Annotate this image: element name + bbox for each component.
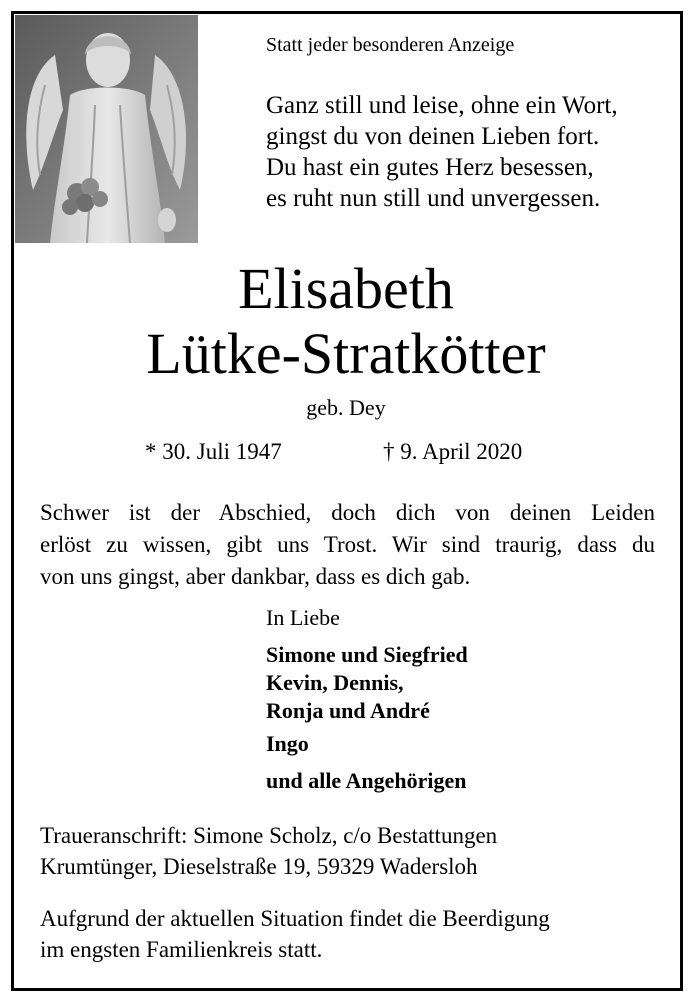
- birth-date: * 30. Juli 1947: [145, 439, 282, 464]
- address-line: Traueranschrift: Simone Scholz, c/o Bestattungen: [40, 823, 498, 848]
- deceased-first-name: Elisabeth: [238, 256, 454, 321]
- mourning-address: [40, 820, 497, 882]
- farewell-line: von uns gingst, aber dankbar, dass es dich gab.: [40, 564, 471, 589]
- poem-line: gingst du von deinen Lieben fort.: [266, 123, 600, 150]
- farewell-line: Schwer ist der Abschied, doch dich von deinen Leiden: [40, 500, 655, 525]
- family-group: [266, 641, 468, 725]
- family-member: Ingo: [266, 731, 309, 756]
- farewell-text: [40, 497, 655, 593]
- farewell-line: erlöst zu wissen, gibt uns Trost. Wir sind traurig, dass du: [40, 532, 655, 557]
- poem-line: es ruht nun still und unvergessen.: [266, 185, 601, 212]
- angel-statue-icon: [15, 15, 198, 243]
- family-line: Kevin, Dennis,: [266, 670, 404, 695]
- family-relatives: und alle Angehörigen: [266, 768, 467, 793]
- in-love-label: In Liebe: [266, 605, 340, 630]
- poem-line: Ganz still und leise, ohne ein Wort,: [266, 92, 618, 119]
- deceased-last-name: Lütke-Stratkötter: [146, 321, 546, 386]
- funeral-notice: [40, 903, 550, 965]
- poem-line: Du hast ein gutes Herz besessen,: [266, 154, 594, 181]
- notice-line: Aufgrund der aktuellen Situation findet die Beerdigung: [40, 906, 550, 931]
- family-line: Simone und Siegfried: [266, 642, 468, 667]
- family-line: Ronja und André: [266, 698, 430, 723]
- header-note: Statt jeder besonderen Anzeige: [266, 34, 515, 56]
- death-date: † 9. April 2020: [383, 439, 523, 464]
- poem: [266, 90, 656, 214]
- address-line: Krumtünger, Dieselstraße 19, 59329 Wadersloh: [40, 854, 478, 879]
- maiden-name: geb. Dey: [306, 395, 386, 420]
- notice-line: im engsten Familienkreis statt.: [40, 937, 323, 962]
